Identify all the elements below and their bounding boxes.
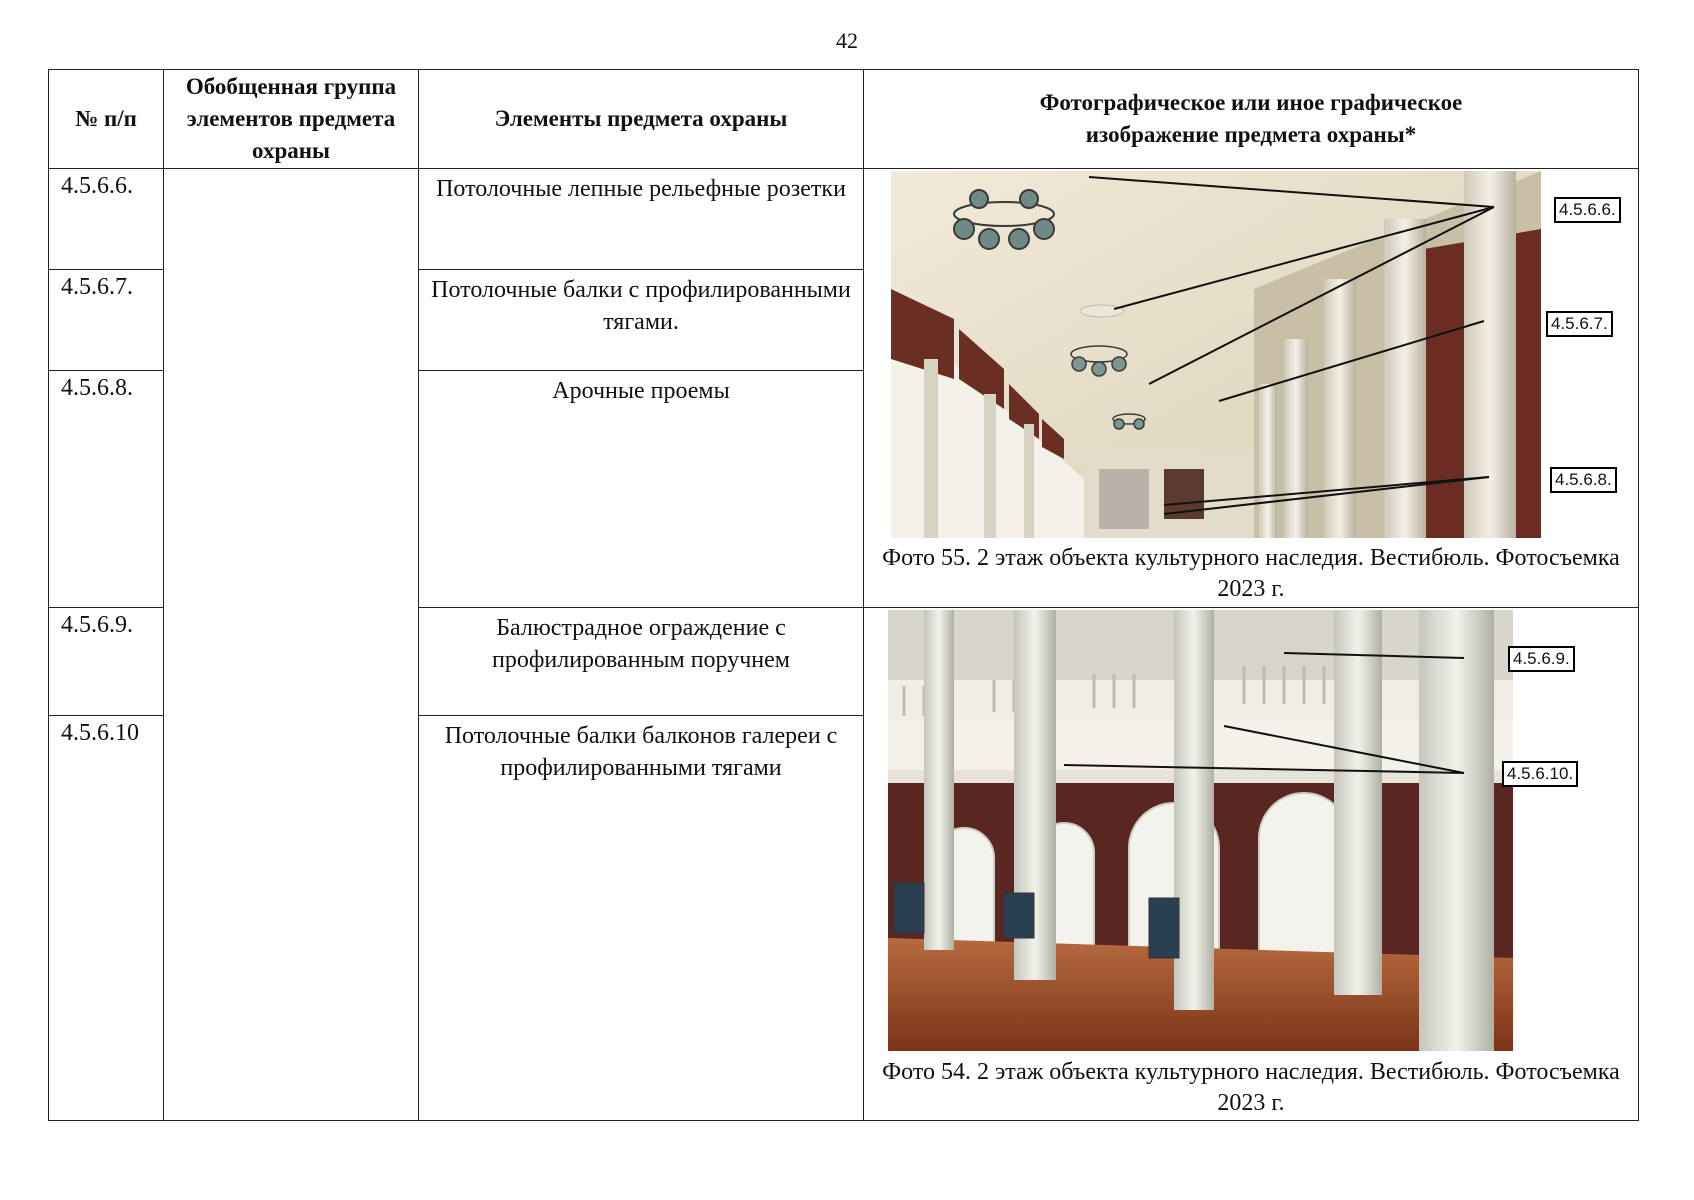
- photo-tag: 4.5.6.10.: [1502, 761, 1578, 787]
- element-cell: Арочные проемы: [419, 371, 864, 608]
- photo-caption: Фото 55. 2 этаж объекта культурного наследия. Вестибюль. Фотосъемка 2023 г.: [882, 545, 1620, 602]
- photo-cell-2: [864, 608, 1639, 1121]
- photo-cell-1: [864, 169, 1639, 608]
- row-number: 4.5.6.7.: [49, 270, 164, 371]
- element-cell: Балюстрадное ограждение с профилированным поручнем: [419, 608, 864, 716]
- photo-55-vestibule-ceiling: [864, 169, 1639, 539]
- photo-tag: 4.5.6.9.: [1508, 646, 1575, 672]
- header-image: Фотографическое или иное графическое изображение предмета охраны*: [864, 70, 1639, 169]
- page-number: 42: [836, 28, 858, 53]
- photo-tag: 4.5.6.6.: [1554, 197, 1621, 223]
- header-group: Обобщенная группа элементов предмета охраны: [164, 70, 419, 169]
- element-cell: Потолочные балки балконов галереи с профилированными тягами: [419, 716, 864, 1121]
- group-cell: [164, 169, 419, 1121]
- header-elements: Элементы предмета охраны: [419, 70, 864, 169]
- row-number: 4.5.6.6.: [49, 169, 164, 270]
- table-row: [49, 169, 1639, 270]
- photo-54-vestibule-gallery: [864, 608, 1639, 1053]
- row-number: 4.5.6.9.: [49, 608, 164, 716]
- header-num: № п/п: [49, 70, 164, 169]
- photo-caption: Фото 54. 2 этаж объекта культурного наследия. Вестибюль. Фотосъемка 2023 г.: [882, 1059, 1620, 1116]
- row-number: 4.5.6.8.: [49, 371, 164, 608]
- protection-elements-table: [48, 69, 1639, 1121]
- table-header-row: [49, 70, 1639, 169]
- element-cell: Потолочные лепные рельефные розетки: [419, 169, 864, 270]
- photo-tag: 4.5.6.8.: [1550, 467, 1617, 493]
- element-cell: Потолочные балки с профилированными тягами.: [419, 270, 864, 371]
- photo-tag: 4.5.6.7.: [1546, 311, 1613, 337]
- row-number: 4.5.6.10: [49, 716, 164, 1121]
